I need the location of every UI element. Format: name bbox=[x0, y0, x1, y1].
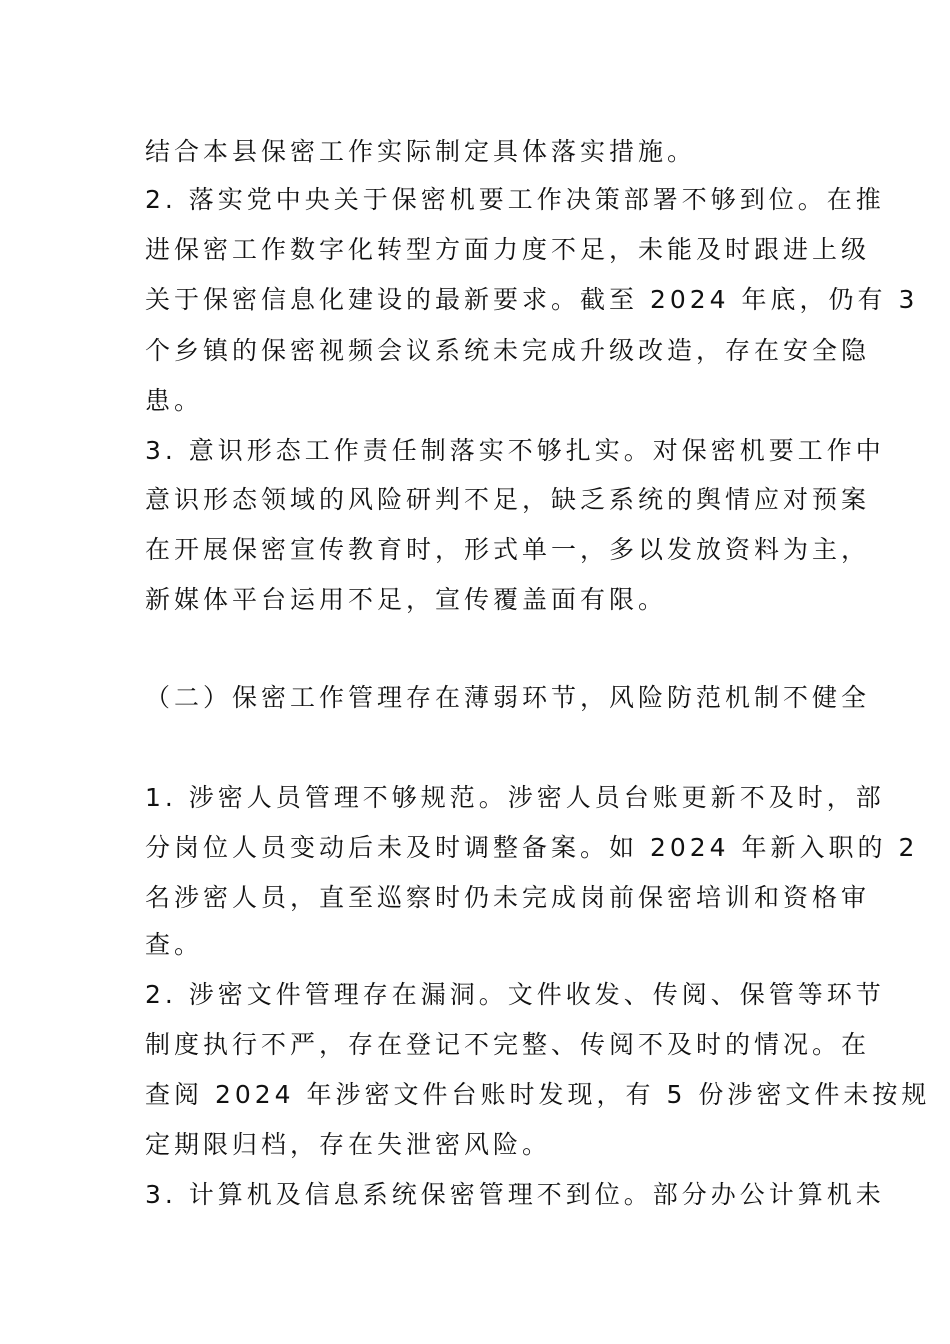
paragraph-line: 患。 bbox=[145, 386, 204, 415]
paragraph-line: 结合本县保密工作实际制定具体落实措施。 bbox=[145, 137, 697, 166]
paragraph-line: 2. 涉密文件管理存在漏洞。文件收发、传阅、保管等环节 bbox=[145, 980, 885, 1009]
paragraph-line: 进保密工作数字化转型方面力度不足，未能及时跟进上级 bbox=[145, 235, 871, 264]
paragraph-line: 名涉密人员，直至巡察时仍未完成岗前保密培训和资格审 bbox=[145, 883, 871, 912]
paragraph-line: 新媒体平台运用不足，宣传覆盖面有限。 bbox=[145, 585, 668, 614]
paragraph-line: 制度执行不严，存在登记不完整、传阅不及时的情况。在 bbox=[145, 1030, 871, 1059]
paragraph-line: 定期限归档，存在失泄密风险。 bbox=[145, 1130, 552, 1159]
paragraph-line: 查。 bbox=[145, 930, 204, 959]
paragraph-line: 个乡镇的保密视频会议系统未完成升级改造，存在安全隐 bbox=[145, 336, 871, 365]
paragraph-line: 在开展保密宣传教育时，形式单一，多以发放资料为主， bbox=[145, 535, 871, 564]
paragraph-line: 1. 涉密人员管理不够规范。涉密人员台账更新不及时，部 bbox=[145, 783, 885, 812]
paragraph-line: 关于保密信息化建设的最新要求。截至 2024 年底，仍有 3 bbox=[145, 285, 919, 314]
paragraph-line: 意识形态领域的风险研判不足，缺乏系统的舆情应对预案 bbox=[145, 485, 871, 514]
section-heading: （二）保密工作管理存在薄弱环节，风险防范机制不健全 bbox=[145, 683, 871, 712]
paragraph-line: 分岗位人员变动后未及时调整备案。如 2024 年新入职的 2 bbox=[145, 833, 919, 862]
paragraph-line: 3. 意识形态工作责任制落实不够扎实。对保密机要工作中 bbox=[145, 436, 885, 465]
paragraph-line: 3. 计算机及信息系统保密管理不到位。部分办公计算机未 bbox=[145, 1180, 885, 1209]
paragraph-line: 2. 落实党中央关于保密机要工作决策部署不够到位。在推 bbox=[145, 185, 885, 214]
paragraph-line: 查阅 2024 年涉密文件台账时发现，有 5 份涉密文件未按规 bbox=[145, 1080, 931, 1109]
